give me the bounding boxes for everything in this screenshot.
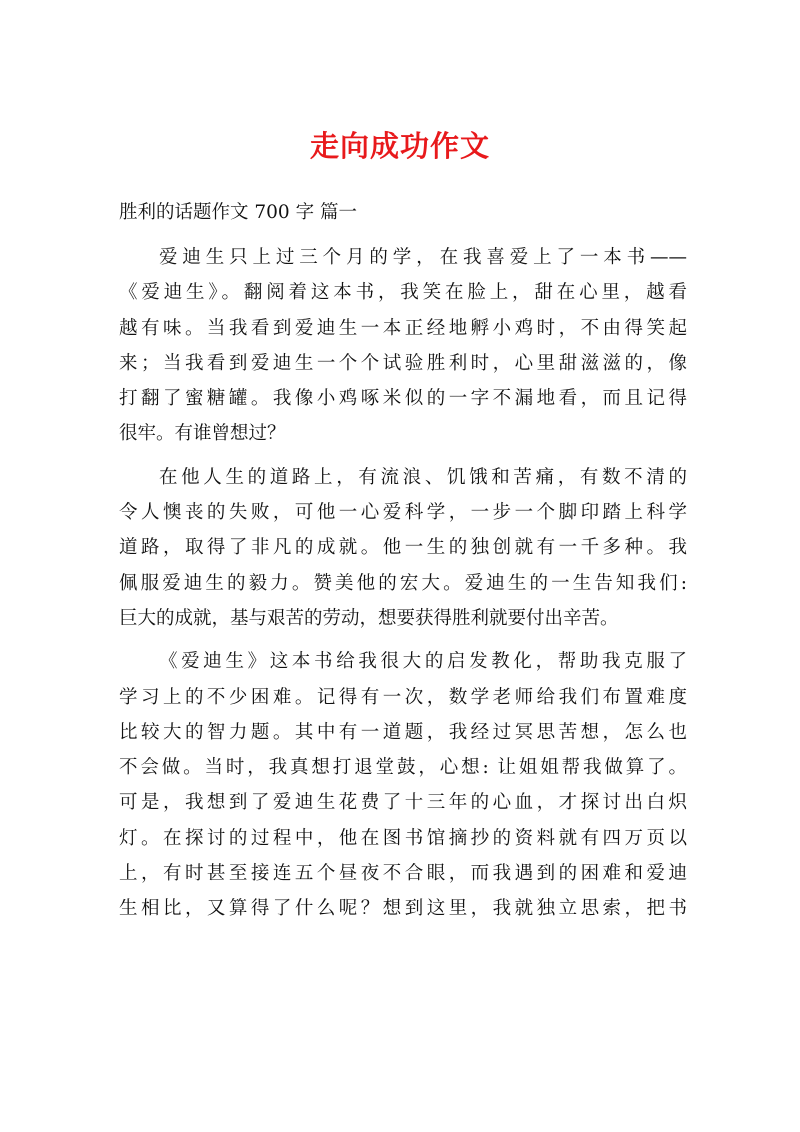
paragraph-line: 《爱迪生》。翻阅着这本书，我笑在脸上，甜在心里，越看 [119,282,687,304]
paragraph-line: 越有味。当我看到爱迪生一本正经地孵小鸡时，不由得笑起 [119,317,687,339]
paragraph-line: 佩服爱迪生的毅力。赞美他的宏大。爱迪生的一生告知我们: [119,572,687,594]
paragraph-line: 可是，我想到了爱迪生花费了十三年的心血，才探讨出白炽 [119,792,687,814]
paragraph-line: 比较大的智力题。其中有一道题，我经过冥思苦想，怎么也 [119,721,687,743]
paragraph-line: 上，有时甚至接连五个昼夜不合眼，而我遇到的困难和爱迪 [119,863,687,885]
document-subtitle: 胜利的话题作文 700 字 篇一 [119,202,357,223]
paragraph-3 [119,644,687,926]
paragraph-line: 《爱迪生》这本书给我很大的启发教化，帮助我克服了 [159,651,687,673]
paragraph-line: 道路，取得了非凡的成就。他一生的独创就有一千多种。我 [119,537,687,559]
document-body [119,240,687,927]
paragraph-1 [119,240,687,452]
paragraph-2 [119,460,687,636]
paragraph-line: 令人懊丧的失败，可他一心爱科学，一步一个脚印踏上科学 [119,502,687,524]
paragraph-line: 来；当我看到爱迪生一个个试验胜利时，心里甜滋滋的，像 [119,352,687,374]
paragraph-line: 不会做。当时，我真想打退堂鼓，心想: 让姐姐帮我做算了。 [119,757,687,779]
paragraph-line: 巨大的成就，基与艰苦的劳动，想要获得胜利就要付出辛苦。 [119,607,619,629]
paragraph-line: 爱迪生只上过三个月的学，在我喜爱上了一本书—— [159,247,687,268]
paragraph-line: 学习上的不少困难。记得有一次，数学老师给我们布置难度 [119,686,687,708]
paragraph-line: 生相比，又算得了什么呢？想到这里，我就独立思索，把书 [119,898,687,920]
paragraph-line: 很牢。有谁曾想过？ [119,423,286,445]
paragraph-line: 在他人生的道路上，有流浪、饥饿和苦痛，有数不清的 [159,466,687,488]
document-title: 走向成功作文 [309,129,490,163]
paragraph-line: 灯。在探讨的过程中，他在图书馆摘抄的资料就有四万页以 [119,827,687,849]
paragraph-line: 打翻了蜜糖罐。我像小鸡啄米似的一字不漏地看，而且记得 [119,388,687,410]
